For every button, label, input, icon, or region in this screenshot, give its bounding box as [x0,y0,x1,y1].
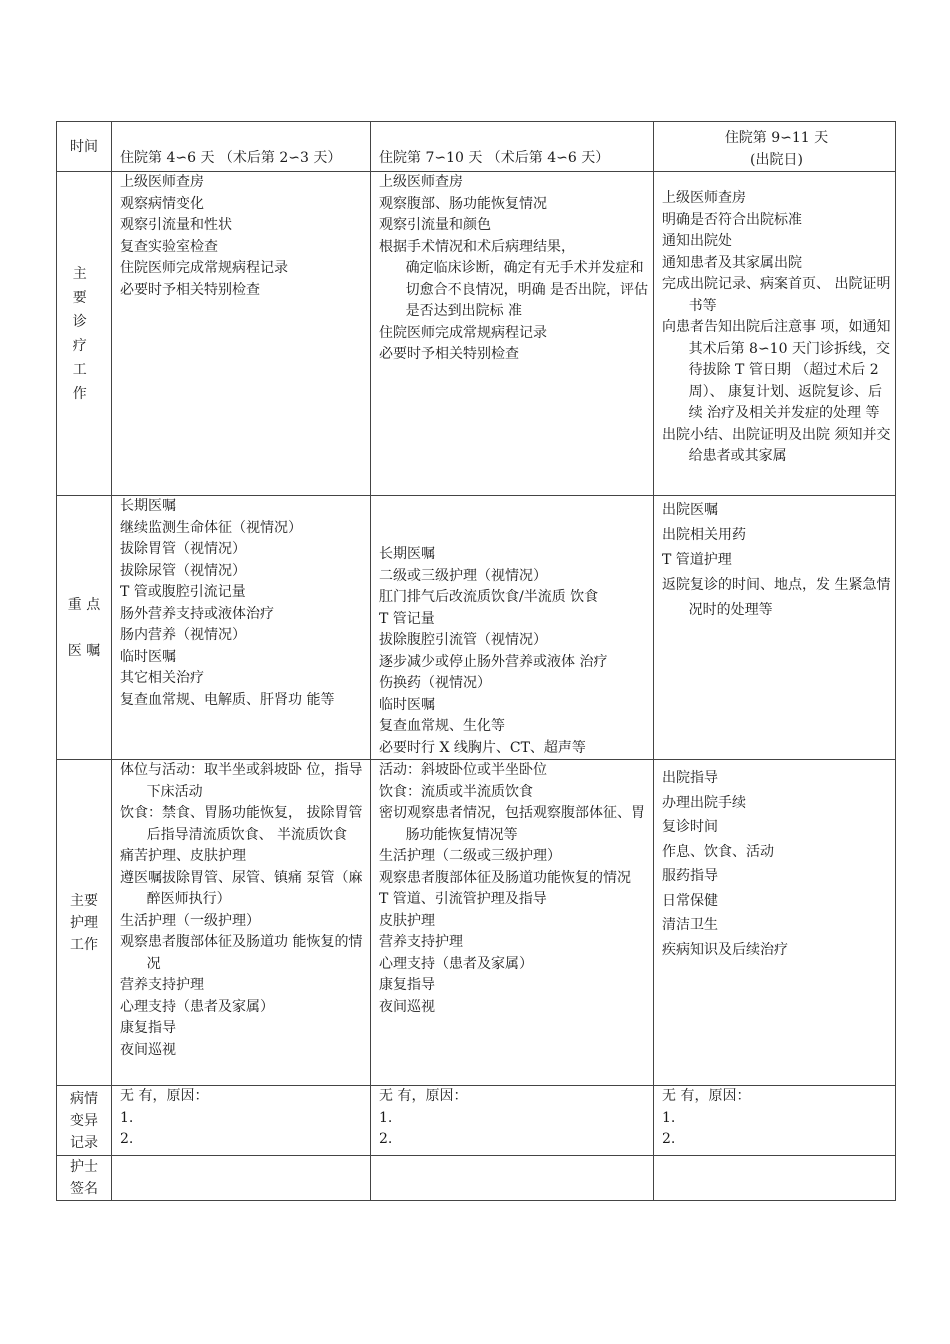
list-item: 饮食：流质或半流质饮食 [379,783,533,800]
signature-col2[interactable] [371,1156,654,1201]
list-item: 拔除腹腔引流管（视情况） [379,632,547,648]
list-item: 二级或三级护理（视情况） [379,567,547,584]
signature-col1[interactable] [112,1156,371,1201]
list-item: 上级医师查房 [662,190,746,206]
nursing-col2 [371,760,654,1086]
list-item: 拔除胃管（视情况） [120,541,246,557]
list-item: 必要时予相关特别检查 [379,346,519,362]
list-item: 复查血常规、电解质、肝肾功 能等 [120,691,335,708]
nursing-row [57,760,896,1086]
list-item: 上级医师查房 [379,174,463,190]
list-item: 饮食：禁食、胃肠功能恢复， 拔除胃管后指导清流质饮食、 半流质饮食 [120,805,363,843]
variation-none-reason[interactable]: 无 有，原因： [379,1088,468,1104]
list-item: 生活护理（一级护理） [120,912,260,929]
list-item: 复诊时间 [662,819,718,835]
list-item: 密切观察患者情况，包括观察腹部体征、胃肠功能恢复情况等 [379,805,645,843]
list-item: 康复指导 [379,977,435,993]
variation-col1[interactable] [112,1086,371,1156]
list-item: 向患者告知出院后注意事 项，如通知其术后第 8∽10 天门诊拆线，交待拔除 T 管日期 （超过术后 2 周）、 康复计划、返院复诊、后续 治疗及相关并发症的处理 等 [662,319,891,421]
list-item: 必要时行 X 线胸片、CT、超声等 [379,739,586,756]
list-item: 营养支持护理 [379,934,463,950]
time-label: 时间 [57,122,112,172]
variation-col2[interactable] [371,1086,654,1156]
list-item: 确定临床诊断，确定有无手术并发症和切愈合不良情况，明确 是否出院，评估是否达到出院标 准 [405,260,649,319]
variation-none-reason[interactable]: 无 有，原因： [120,1088,209,1104]
list-item: 作息、饮食、活动 [662,843,774,860]
signature-col3[interactable] [654,1156,896,1201]
diagnosis-row [57,172,896,496]
list-item: 日常保健 [662,892,718,909]
list-item: 营养支持护理 [120,977,204,993]
list-item: 服药指导 [662,868,718,884]
nursing-col3 [654,760,896,1086]
orders-row [57,496,896,760]
list-item: 临时医嘱 [120,648,176,665]
list-item: 观察引流量和颜色 [379,217,491,233]
list-item: T 管道护理 [662,552,732,568]
list-item: 夜间巡视 [120,1041,176,1058]
list-item: 返院复诊的时间、地点，发 生紧急情况时的处理等 [662,577,891,618]
header-day-4-6: 住院第 4∽6 天 （术后第 2∽3 天） [112,122,371,172]
list-item: 办理出院手续 [662,794,746,811]
list-item: 清洁卫生 [662,917,718,933]
list-item: 住院医师完成常规病程记录 [120,260,288,276]
list-item: T 管记量 [379,610,435,627]
list-item: 完成出院记录、病案首页、 出院证明书等 [662,276,891,314]
list-item: 复查血常规、生化等 [379,718,505,734]
list-item: 上级医师查房 [120,174,204,190]
list-item: 明确是否符合出院标准 [662,211,802,228]
list-item: 伤换药（视情况） [379,675,491,691]
variation-item-1[interactable]: 1. [379,1109,393,1126]
diagnosis-label: 主 要 诊 疗 工 作 [57,172,112,496]
list-item: 肠内营养（视情况） [120,627,246,643]
header-day-7-10: 住院第 7∽10 天 （术后第 4∽6 天） [371,122,654,172]
list-item: 通知出院处 [662,233,732,249]
orders-col3 [654,496,896,760]
list-item: 必要时予相关特别检查 [120,281,260,298]
list-item: 肛门排气后改流质饮食/半流质 饮食 [379,589,599,605]
signature-label: 护士签名 [57,1156,112,1201]
list-item: 心理支持（患者及家属） [120,998,274,1015]
variation-label: 病情变异记录 [57,1086,112,1156]
orders-label: 重 点 医 嘱 [57,496,112,760]
header-day-9-11: 住院第 9∽11 天 (出院日) [654,122,896,172]
diagnosis-col2 [371,172,654,496]
list-item: 复查实验室检查 [120,238,218,255]
list-item: 逐步减少或停止肠外营养或液体 治疗 [379,653,608,670]
list-item: 生活护理（二级或三级护理） [379,848,561,864]
list-item: 长期医嘱 [120,498,176,514]
list-item: 根据手术情况和术后病理结果， [379,238,575,255]
list-item: 遵医嘱拔除胃管、尿管、镇痛 泵管（麻醉医师执行） [120,869,363,907]
nursing-label: 主要护理工作 [57,760,112,1086]
list-item: 其它相关治疗 [120,670,204,686]
list-item: 心理支持（患者及家属） [379,955,533,972]
clinical-pathway-table [56,121,896,1201]
list-item: 长期医嘱 [379,546,435,562]
list-item: 夜间巡视 [379,998,435,1015]
list-item: 观察引流量和性状 [120,217,232,233]
variation-item-1[interactable]: 1. [120,1109,134,1126]
list-item: 体位与活动：取半坐或斜坡卧 位，指导下床活动 [120,762,363,800]
list-item: 临时医嘱 [379,696,435,713]
variation-item-2[interactable]: 2. [120,1131,134,1147]
list-item: 继续监测生命体征（视情况） [120,519,302,536]
variation-col3[interactable] [654,1086,896,1156]
variation-row [57,1086,896,1156]
list-item: 出院医嘱 [662,502,718,518]
list-item: 皮肤护理 [379,912,435,929]
list-item: 出院小结、出院证明及出院 须知并交给患者或其家属 [662,426,891,464]
list-item: 康复指导 [120,1020,176,1036]
list-item: 住院医师完成常规病程记录 [379,324,547,341]
diagnosis-col3 [654,172,896,496]
list-item: 拔除尿管（视情况） [120,562,246,579]
variation-item-1[interactable]: 1. [662,1109,676,1126]
diagnosis-col1 [112,172,371,496]
orders-col1 [112,496,371,760]
list-item: 观察病情变化 [120,195,204,212]
signature-row [57,1156,896,1201]
list-item: 肠外营养支持或液体治疗 [120,605,274,622]
list-item: 活动：斜坡卧位或半坐卧位 [379,762,547,778]
list-item: 观察腹部、肠功能恢复情况 [379,195,547,212]
nursing-col1 [112,760,371,1086]
variation-none-reason[interactable]: 无 有，原因： [662,1088,751,1104]
list-item: 痛苦护理、皮肤护理 [120,848,246,864]
list-item: T 管或腹腔引流记量 [120,584,246,600]
orders-col2 [371,496,654,760]
list-item: 观察患者腹部体征及肠道功 能恢复的情况 [120,934,363,972]
header-row [57,122,896,172]
list-item: T 管道、引流管护理及指导 [379,891,547,907]
list-item: 观察患者腹部体征及肠道功能恢复的情况 [379,869,631,886]
list-item: 疾病知识及后续治疗 [662,941,788,958]
list-item: 出院指导 [662,770,718,786]
list-item: 通知患者及其家属出院 [662,254,802,271]
variation-item-2[interactable]: 2. [662,1131,676,1147]
variation-item-2[interactable]: 2. [379,1131,393,1147]
list-item: 出院相关用药 [662,527,746,543]
